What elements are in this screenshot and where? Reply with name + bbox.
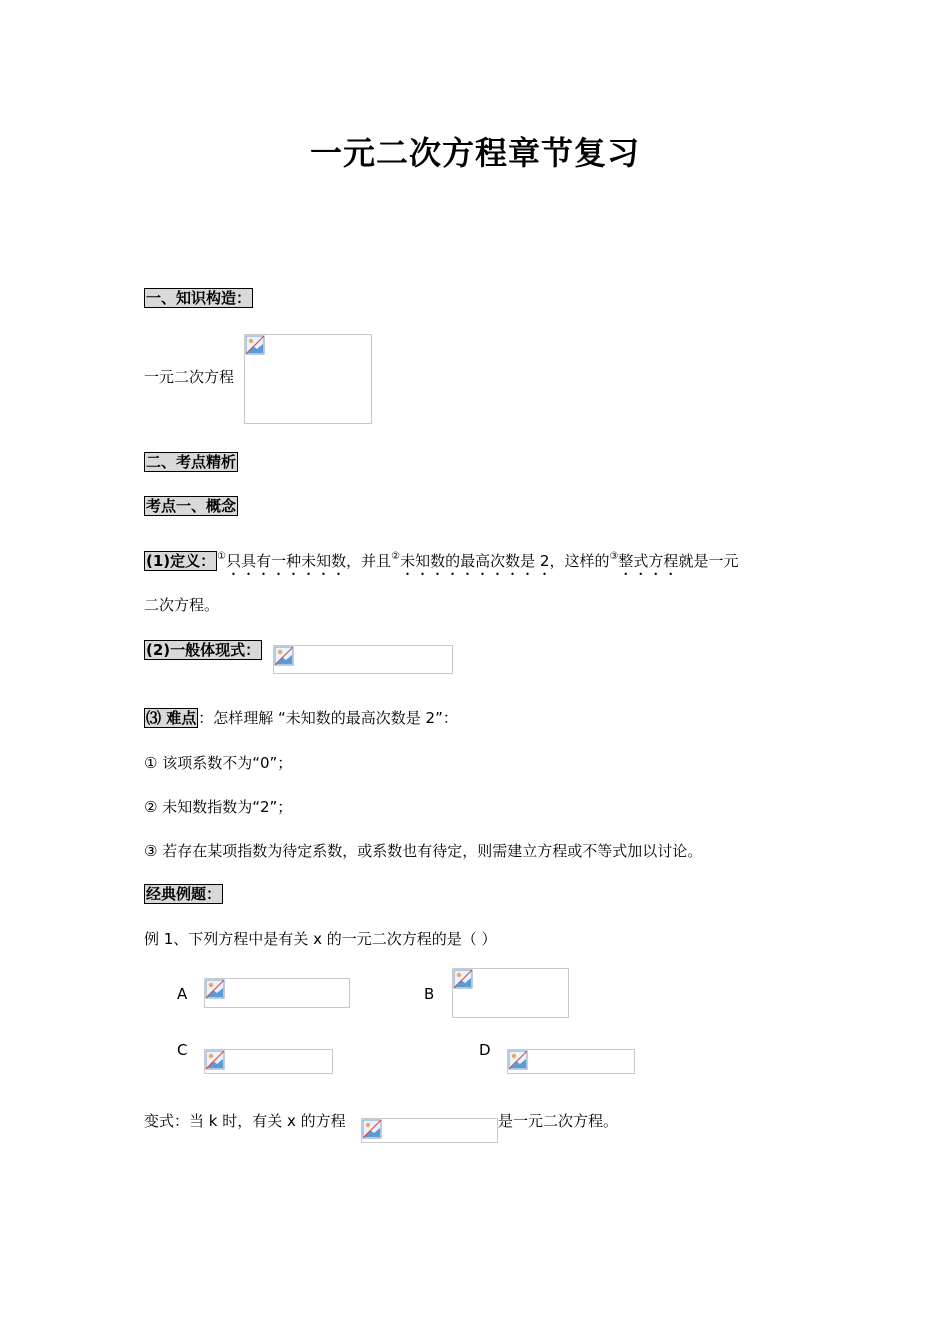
option-a-formula-image — [204, 978, 350, 1008]
definition-text: ，这样的 — [549, 552, 610, 570]
general-form-heading — [144, 640, 262, 660]
difficulty-point-2: ② 未知数指数为“2”； — [144, 798, 293, 816]
option-a-label: A — [177, 985, 188, 1003]
marker-1: ① — [217, 551, 227, 562]
definition-key-3: 整式方程 — [618, 552, 679, 570]
definition-text: 就是一元 — [678, 552, 739, 570]
option-c-label: C — [177, 1041, 188, 1059]
difficulty-point-3: ③ 若存在某项指数为待定系数，或系数也有待定，则需建立方程或不等式加以讨论。 — [144, 842, 703, 860]
section-heading-knowledge — [144, 288, 253, 308]
section-heading-label: 一、知识构造： — [146, 289, 252, 307]
broken-image-icon — [453, 969, 473, 989]
definition-line-2: 二次方程。 — [144, 596, 220, 614]
broken-image-icon — [362, 1119, 382, 1139]
definition-key-2: 未知数的最高次数是 2 — [400, 552, 550, 570]
variant-formula-image — [361, 1118, 498, 1143]
examples-heading — [144, 884, 223, 904]
marker-3: ③ — [609, 551, 619, 562]
option-c-formula-image — [204, 1049, 333, 1074]
broken-image-icon — [205, 979, 225, 999]
definition-key-1: 只具有一种未知数 — [226, 552, 347, 570]
broken-image-icon — [205, 1050, 225, 1070]
marker-2: ② — [391, 551, 401, 562]
difficulty-line — [144, 707, 458, 728]
variant-text-after: 是一元二次方程。 — [498, 1112, 619, 1130]
option-b-formula-image — [452, 968, 569, 1018]
option-d-formula-image — [507, 1049, 635, 1074]
general-form-label: (2)一般体现式： — [146, 641, 261, 659]
difficulty-point-1: ① 该项系数不为“0”； — [144, 754, 293, 772]
option-d-label: D — [479, 1041, 491, 1059]
examples-label: 经典例题： — [146, 885, 222, 903]
broken-image-icon — [508, 1050, 528, 1070]
knowledge-structure-image — [244, 334, 372, 424]
definition-line-1 — [144, 550, 738, 579]
broken-image-icon — [245, 335, 265, 355]
general-form-formula-image — [273, 645, 453, 674]
section-heading-label: 二、考点精析 — [146, 453, 237, 471]
difficulty-label: ⑶ 难点 — [146, 709, 197, 727]
section-heading-analysis — [144, 452, 238, 472]
variant-text-before: 变式：当 k 时，有关 x 的方程 — [144, 1112, 346, 1130]
structure-label: 一元二次方程 — [144, 368, 235, 386]
difficulty-text: ：怎样理解 “未知数的最高次数是 2”： — [198, 709, 458, 727]
broken-image-icon — [274, 646, 294, 666]
page-title: 一元二次方程章节复习 — [309, 134, 640, 172]
definition-text: ，并且 — [346, 552, 392, 570]
definition-label: (1)定义： — [146, 552, 216, 570]
topic-heading-label: 考点一、概念 — [146, 497, 237, 515]
option-b-label: B — [424, 985, 435, 1003]
example-question-1: 例 1、下列方程中是有关 x 的一元二次方程的是（ ） — [144, 930, 497, 948]
topic-heading-concept — [144, 496, 238, 516]
